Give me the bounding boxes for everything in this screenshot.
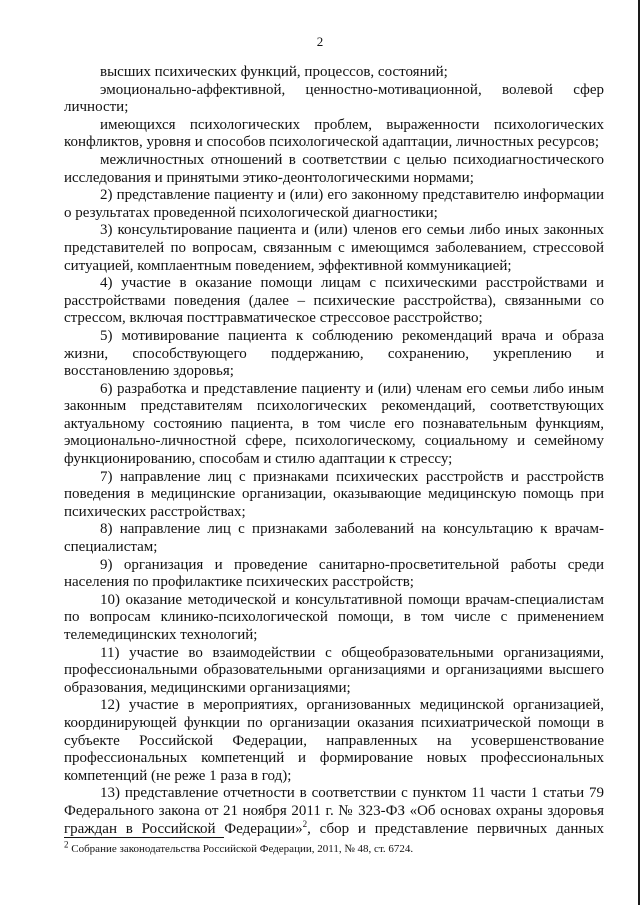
paragraph: 12) участие в мероприятиях, организованных медицинской организацией, координирующей функции по организации оказания психиатрической помощи в субъекте Российской Федерации, направленных на усовершенствование профессиональных компетенций и формирование новых профессиональных компетенций (не реже 1 раза в год); xyxy=(64,697,604,784)
paragraph-text: 13) представление отчетности в соответствии с пунктом 11 части 1 статьи 79 Федерального закона от 21 ноября 2011 г. № 323-ФЗ «Об основах охраны здоровья граждан в Российской Федерации» xyxy=(64,785,604,837)
body-text xyxy=(64,64,604,838)
paragraph: 8) направление лиц с признаками заболеваний на консультацию к врачам-специалистам; xyxy=(64,521,604,556)
paragraph: 10) оказание методической и консультативной помощи врачам-специалистам по вопросам клинико-психологической помощи, в том числе с применением телемедицинских технологий; xyxy=(64,591,604,643)
footnote-text: Собрание законодательства Российской Федерации, 2011, № 48, ст. 6724. xyxy=(71,843,414,855)
footnote-reference: 2 xyxy=(302,818,308,829)
page-number: 2 xyxy=(316,34,324,49)
paragraph: имеющихся психологических проблем, выраженности психологических конфликтов, уровня и способов психологической адаптации, личностных ресурсов; xyxy=(64,116,604,151)
paragraph: межличностных отношений в соответствии с целью психодиагностического исследования и принятыми этико-деонтологическими нормами; xyxy=(64,151,604,186)
paragraph: 5) мотивирование пациента к соблюдению рекомендаций врача и образа жизни, способствующего поддержанию, сохранению, укреплению и восстановлению здоровья; xyxy=(64,327,604,380)
paragraph: 2) представление пациенту и (или) его законному представителю информации о результатах проведенной психологической диагностики; xyxy=(64,187,604,221)
paragraph: эмоционально-аффективной, ценностно-мотивационной, волевой сфер личности; xyxy=(64,81,604,116)
footnote-divider xyxy=(64,837,224,838)
footnote-mark: 2 xyxy=(64,839,69,850)
paragraph: 11) участие во взаимодействии с общеобразовательными организациями, профессиональными образовательными организациями и организациями высшего образования, медицинскими организациями; xyxy=(64,644,604,696)
paragraph: 4) участие в оказание помощи лицам с психическими расстройствами и расстройствами поведения (далее – психические расстройства), связанными со стрессом, включая посттравматическое стрессовое расстройство; xyxy=(64,275,604,327)
paragraph: 7) направление лиц с признаками психических расстройств и расстройств поведения в медицинские организации, оказывающие медицинскую помощь при психических расстройствах; xyxy=(64,468,604,520)
paragraph-last xyxy=(64,785,604,838)
paragraph-text-continued: , сбор и представление первичных данных xyxy=(307,820,604,837)
paragraph: 3) консультирование пациента и (или) членов его семьи либо иных законных представителей по вопросам, связанным с имеющимся заболеванием, стрессовой ситуацией, комплаентным поведением, эффективной коммуникацией; xyxy=(64,222,604,274)
paragraph: высших психических функций, процессов, состояний; xyxy=(100,64,448,80)
footnote xyxy=(64,839,604,856)
paragraph: 9) организация и проведение санитарно-просветительной работы среди населения по профилактике психических расстройств; xyxy=(64,556,604,591)
paragraph: 6) разработка и представление пациенту и (или) членам его семьи либо иным законным представителям психологических рекомендаций, соответствующих актуальному состоянию пациента, в том числе его познавательным функциям, эмоционально-личностной сфере, психологическому, социальному и семейному функционированию, способам и стилю адаптации к стрессу; xyxy=(64,380,604,468)
